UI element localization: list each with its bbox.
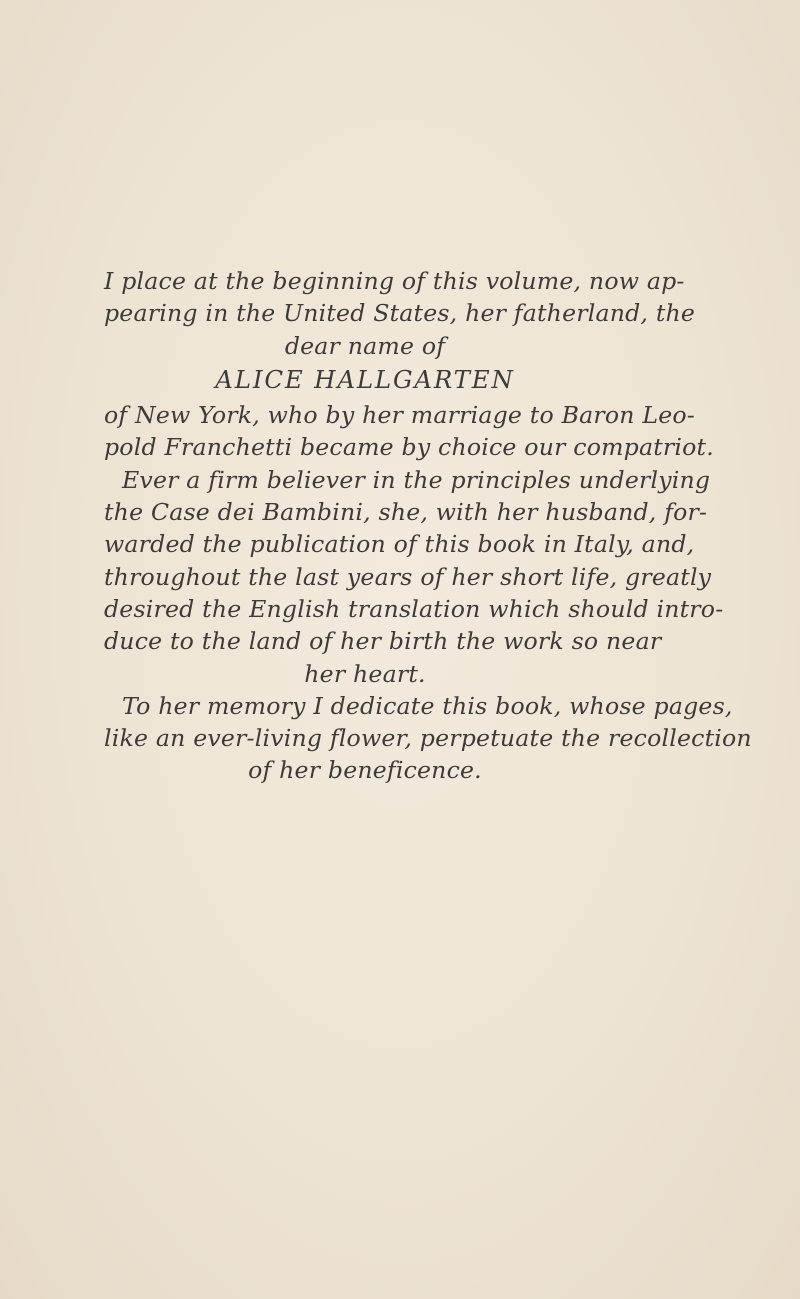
dedication-line: of New York, who by her marriage to Baron Leo- [104, 401, 695, 430]
dedication-line: like an ever-living flower, perpetuate the recollection [104, 724, 752, 753]
dedication-line: of her beneficence. [248, 756, 482, 785]
dedicatee-name: ALICE HALLGARTEN [215, 364, 515, 394]
dedication-line: warded the publication of this book in Italy, and, [104, 530, 695, 559]
dedication-line: Ever a firm believer in the principles underlying [122, 465, 711, 494]
dedication-line: pold Franchetti became by choice our compatriot. [104, 433, 714, 462]
dedication-line: dear name of [284, 331, 446, 360]
dedication-line: her heart. [304, 659, 426, 688]
dedication-line: duce to the land of her birth the work so near [104, 627, 662, 656]
dedication-line: throughout the last years of her short life, greatly [104, 562, 712, 591]
dedication-text [104, 265, 752, 787]
dedication-line: I place at the beginning of this volume, now ap- [104, 267, 685, 295]
dedication-line: pearing in the United States, her fatherland, the [104, 299, 696, 328]
dedication-line: desired the English translation which should intro- [104, 594, 724, 623]
dedication-line: the Case dei Bambini, she, with her husband, for- [104, 498, 708, 527]
dedication-line: To her memory I dedicate this book, whose pages, [122, 691, 733, 720]
